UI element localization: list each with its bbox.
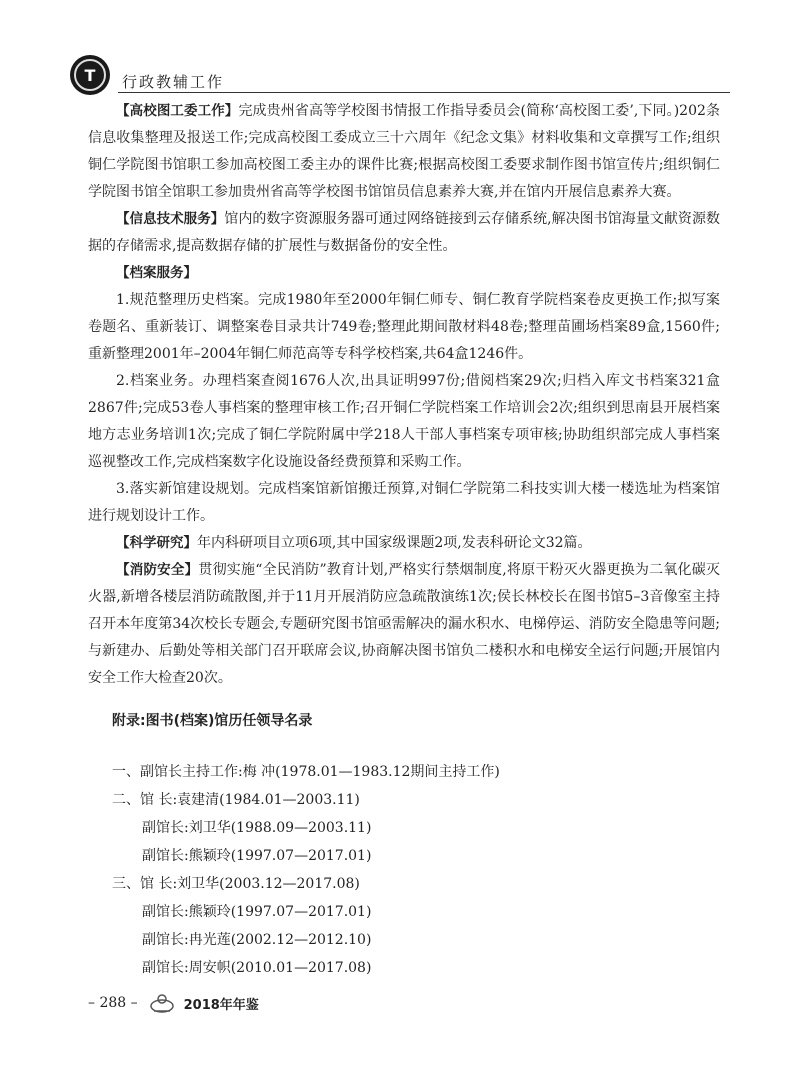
paragraph-tag: 【科学研究】	[116, 535, 197, 551]
leader-entry: 副馆长:刘卫华(1988.09—2003.11)	[142, 820, 372, 836]
page-number: – 288 –	[88, 995, 138, 1011]
paragraph-tag: 【信息技术服务】	[116, 211, 225, 227]
mascot-icon	[148, 992, 176, 1014]
paragraph-text: 2.档案业务。办理档案查阅1676人次,出具证明997份;借阅档案29次;归档入库文书档案321盒2867件;完成53卷人事档案的整理审核工作;召开铜仁学院档案工作培训会2次;组织到思南县开展档案地方志业务培训1次;完成了铜仁学院附属中学218人干部人事档案专项审核;协助组织部完成人事档案巡视整改工作,完成档案数字化设施设备经费预算和采购工作。	[88, 373, 720, 470]
leader-entry: 副馆长:周安帜(2010.01—2017.08)	[142, 960, 372, 976]
paragraph-tag: 【高校图工委工作】	[116, 103, 239, 119]
header-divider	[118, 92, 730, 93]
paragraph-text: 馆内的数字资源服务器可通过网络链接到云存储系统,解决图书馆海量文献资源数据的存储需求,提高数据存储的扩展性与数据备份的安全性。	[88, 211, 721, 254]
page-header	[70, 55, 730, 95]
leaders-list	[112, 758, 500, 982]
paragraph	[88, 476, 720, 530]
paragraph-text: 1.规范整理历史档案。完成1980年至2000年铜仁师专、铜仁教育学院档案卷皮更换工作;拟写案卷题名、重新装订、调整案卷目录共计749卷;整理此期间散材料48卷;整理苗圃场档案89盒,1560件;重新整理2001年–2004年铜仁师范高等专科学校档案,共64盒1246件。	[88, 292, 720, 362]
appendix-title: 附录:图书(档案)馆历任领导名录	[112, 713, 313, 729]
body-content	[88, 98, 720, 692]
paragraph	[88, 368, 720, 476]
page-footer	[88, 988, 728, 1018]
paragraph	[88, 530, 720, 557]
paragraph-text: 年内科研项目立项6项,其中国家级课题2项,发表科研论文32篇。	[197, 535, 592, 551]
logo-mark: T	[74, 59, 106, 91]
paragraph	[88, 98, 720, 206]
leader-entry: 一、副馆长主持工作:梅 冲(1978.01—1983.12期间主持工作)	[112, 764, 500, 780]
leader-entry: 三、馆 长:刘卫华(2003.12—2017.08)	[112, 876, 360, 892]
leader-entry: 副馆长:冉光莲(2002.12—2012.10)	[142, 932, 372, 948]
leader-entry: 副馆长:熊颖玲(1997.07—2017.01)	[142, 904, 372, 920]
paragraph-tag: 【档案服务】	[116, 265, 197, 281]
paragraph	[88, 206, 720, 260]
paragraph-text: 贯彻实施“全民消防”教育计划,严格实行禁烟制度,将原干粉灭火器更换为二氧化碳灭火器,新增各楼层消防疏散图,并于11月开展消防应急疏散演练1次;侯长林校长在图书馆5–3音像室主持召开本年度第34次校长专题会,专题研究图书馆亟需解决的漏水积水、电梯停运、消防安全隐患等问题;与新建办、后勤处等相关部门召开联席会议,协商解决图书馆负二楼积水和电梯安全运行问题;开展馆内安全工作大检查20次。	[88, 562, 721, 686]
leader-entry: 二、馆 长:袁建清(1984.01—2003.11)	[112, 792, 360, 808]
paragraph	[88, 557, 720, 692]
university-logo	[70, 55, 110, 95]
paragraph	[88, 287, 720, 368]
yearbook-title: 2018年年鉴	[183, 997, 259, 1013]
paragraph	[88, 260, 720, 287]
section-title: 行政教辅工作	[122, 73, 225, 91]
paragraph-text: 完成贵州省高等学校图书情报工作指导委员会(简称‘高校图工委’,下同。)202条信息收集整理及报送工作;完成高校图工委成立三十六周年《纪念文集》材料收集和文章撰写工作;组织铜仁学院图书馆职工参加高校图工委主办的课件比赛;根据高校图工委要求制作图书馆宣传片;组织铜仁学院图书馆全馆职工参加贵州省高等学校图书馆馆员信息素养大赛,并在馆内开展信息素养大赛。	[88, 103, 721, 200]
paragraph-tag: 【消防安全】	[116, 562, 199, 578]
paragraph-text: 3.落实新馆建设规划。完成档案馆新馆搬迁预算,对铜仁学院第二科技实训大楼一楼选址为档案馆进行规划设计工作。	[88, 481, 720, 524]
leader-entry: 副馆长:熊颖玲(1997.07—2017.01)	[142, 848, 372, 864]
